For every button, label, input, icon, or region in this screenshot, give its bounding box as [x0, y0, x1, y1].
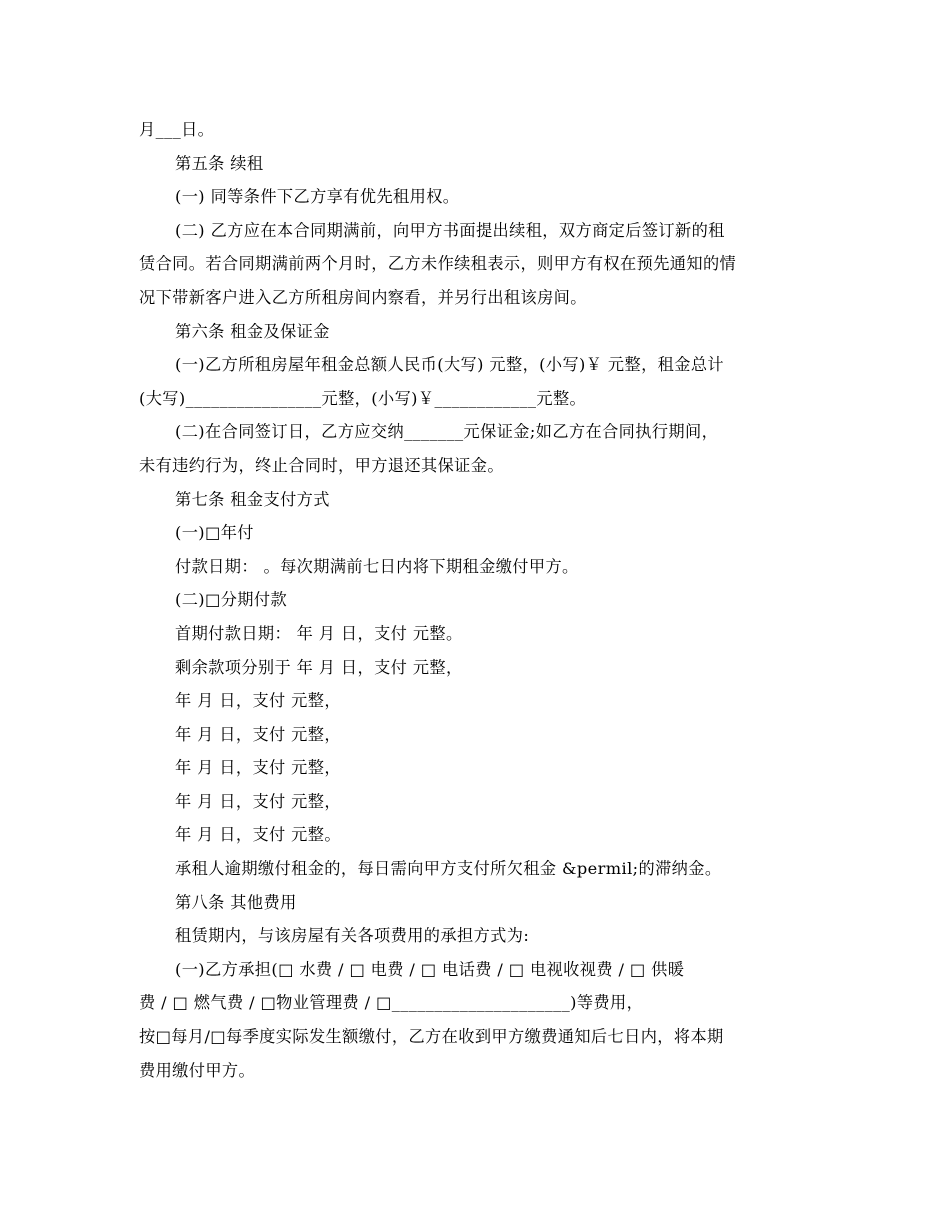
document-line: 剩余款项分别于 年 月 日，支付 元整，: [175, 657, 463, 677]
document-line: 第七条 租金支付方式: [175, 489, 330, 509]
document-line: 费用缴付甲方。: [139, 1060, 256, 1080]
document-line: (二)在合同签订日，乙方应交纳_______元保证金;如乙方在合同执行期间，: [175, 422, 719, 442]
document-line: 首期付款日期： 年 月 日，支付 元整。: [175, 623, 463, 643]
document-line: 年 月 日，支付 元整，: [175, 791, 341, 811]
document-line: (一)乙方承担(□ 水费 / □ 电费 / □ 电话费 / □ 电视收视费 / □ 供暖: [175, 959, 685, 979]
document-line: (一)乙方所租房屋年租金总额人民币(大写) 元整，(小写)￥ 元整，租金总计: [175, 355, 725, 375]
document-line: (一) 同等条件下乙方享有优先租用权。: [175, 187, 460, 207]
document-line: 赁合同。若合同期满前两个月时，乙方未作续租表示，则甲方有权在预先通知的情: [139, 254, 737, 274]
document-line: (二) 乙方应在本合同期满前，向甲方书面提出续租，双方商定后签订新的租: [175, 220, 725, 240]
document-line: 第五条 续租: [175, 153, 264, 173]
document-line: (二)□分期付款: [175, 590, 288, 610]
document-line: 租赁期内，与该房屋有关各项费用的承担方式为:: [175, 926, 530, 946]
document-line: (大写)________________元整，(小写)￥____________元整。: [139, 388, 587, 408]
document-line: 年 月 日，支付 元整，: [175, 758, 341, 778]
document-line: 年 月 日，支付 元整，: [175, 724, 341, 744]
document-line: 承租人逾期缴付租金的，每日需向甲方支付所欠租金 &permil;的滞纳金。: [175, 859, 722, 879]
document-line: 按□每月/□每季度实际发生额缴付，乙方在收到甲方缴费通知后七日内，将本期: [139, 1027, 724, 1047]
document-line: 第八条 其他费用: [175, 892, 297, 912]
document-body: [139, 113, 830, 1087]
document-line: 况下带新客户进入乙方所租房间内察看，并另行出租该房间。: [139, 287, 587, 307]
document-line: 年 月 日，支付 元整，: [175, 691, 341, 711]
document-line: (一)□年付: [175, 523, 254, 543]
document-line: 年 月 日，支付 元整。: [175, 825, 341, 845]
document-line: 付款日期： 。每次期满前七日内将下期租金缴付甲方。: [175, 556, 579, 576]
document-line: 月___日。: [139, 120, 215, 139]
document-line: 费 / □ 燃气费 / □物业管理费 / □_____________________)等费用，: [139, 993, 644, 1013]
document-line: 第六条 租金及保证金: [175, 321, 330, 341]
document-line: 未有违约行为，终止合同时，甲方退还其保证金。: [139, 455, 504, 475]
